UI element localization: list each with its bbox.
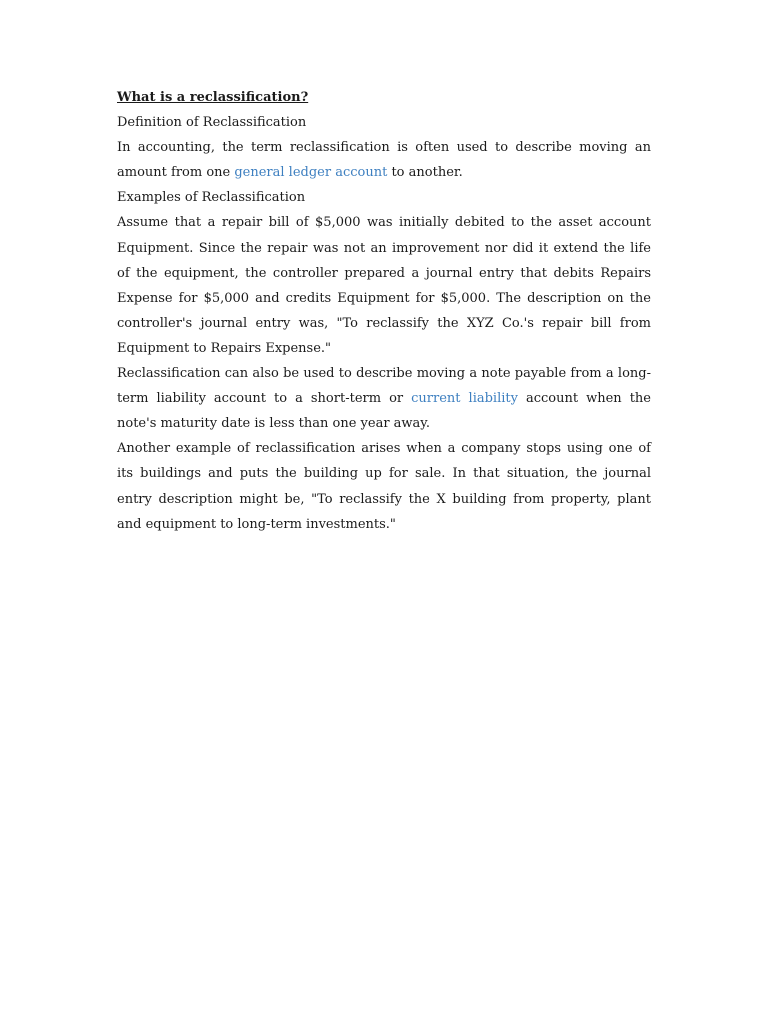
definition-heading: Definition of Reclassification [117,115,307,131]
note-payable-text-before-link: Reclassification can also be used to describe moving a note payable from a long-term liability account to a short-term or [117,366,651,407]
general-ledger-account-link[interactable]: general ledger account [234,165,388,181]
example-paragraph-repair-bill: Assume that a repair bill of $5,000 was initially debited to the asset account Equipment. Since the repair was not an improvement nor did it extend the life of the equipment, the controller prepared a journal entry that debits Repairs Expense for $5,000 and credits Equipment for $5,000. The description on the controller's journal entry was, "To reclassify the XYZ Co.'s repair bill from Equipment to Repairs Expense." [117,215,651,356]
examples-heading: Examples of Reclassification [117,190,306,206]
page-title: What is a reclassification? [117,90,309,105]
note-payable-text-after-link: account when the note's maturity date is less than one year away. [117,391,651,432]
example-paragraph-building: Another example of reclassification arises when a company stops using one of its buildings and puts the building up for sale. In that situation, the journal entry description might be, "To reclassify the X building from property, plant and equipment to long-term investments." [117,441,651,532]
definition-text-after-link: to another. [387,165,463,181]
example-paragraph-note-payable [117,361,651,436]
current-liability-link[interactable]: current liability [411,391,518,407]
document-page [117,85,651,537]
definition-paragraph [117,135,651,185]
definition-text-before-link: In accounting, the term reclassification is often used to describe moving an amount from one [117,140,651,181]
